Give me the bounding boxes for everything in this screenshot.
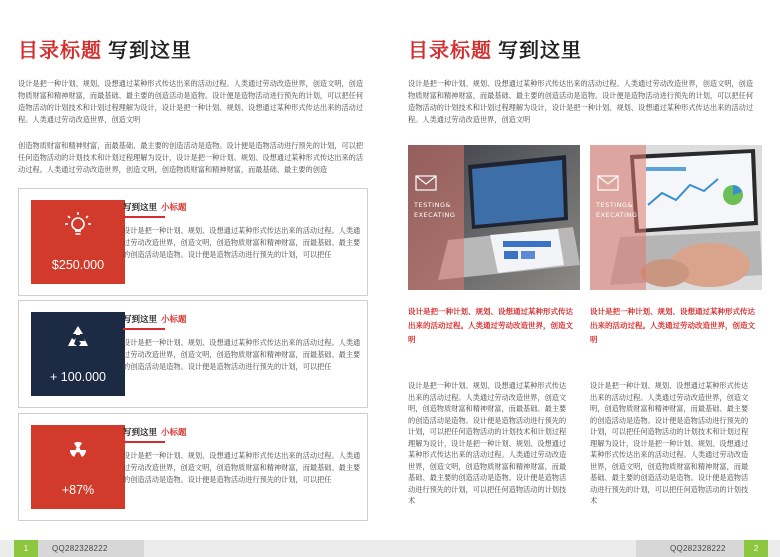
photo-overlay	[590, 145, 646, 290]
photo-overlay	[408, 145, 464, 290]
overlay-label	[596, 200, 637, 220]
left-page-title	[18, 34, 192, 63]
footer-contact: QQ282328222	[670, 544, 726, 553]
stat-value: + 100.000	[50, 370, 106, 384]
photo-caption: 设计是把一种计划、规划、设想通过某种形式传达出来的活动过程。人类通过劳动改造世界，创造文明	[590, 307, 755, 344]
mail-icon	[415, 175, 437, 195]
stat-box	[31, 200, 125, 284]
intro-paragraph: 设计是把一种计划、规划、设想通过某种形式传达出来的活动过程。人类通过劳动改造世界，创造文明，创造物质财富和精神财富，而最基础、最主要的创造活动是造物。设计便是造物活动进行预先的计划，可以把任何造物活动的计划技术和计划过程理解为设计，设计是把一种计划、规划、设想通过某种形式传达出来的活动过程。人类通过劳动改造世界，创造文明	[408, 79, 754, 124]
right-page-title	[408, 34, 582, 63]
laptop-photo	[590, 145, 762, 290]
intro-paragraph: 设计是把一种计划、规划、设想通过某种形式传达出来的活动过程。人类通过劳动改造世界，创造文明，创造物质财富和精神财富，而最基础、最主要的创造活动是造物。设计便是造物活动进行预先的计划，可以把任何造物活动的计划技术和计划过程理解为设计，设计是把一种计划、规划、设想通过某种形式传达出来的活动过程。人类通过劳动改造世界，创造文明	[18, 79, 364, 124]
stat-value: $250.000	[51, 258, 105, 272]
text-column: 设计是把一种计划、规划、设想通过某种形式传达出来的活动过程。人类通过劳动改造世界，创造文明，创造物质财富和精神财富，而最基础、最主要的创造活动是造物。设计便是造物活动进行预先的计划，可以把任何造物活动的计划技术和计划过程理解为设计，设计是把一种计划、规划、设想通过某种形式传达出来的活动过程。人类通过劳动改造世界，创造文明，创造物质财富和精神财富，而最基础、最主要的创造活动是造物。设计便是造物活动进行预先的计划，可以把任何造物活动的计划技术	[590, 381, 749, 505]
card-heading-accent: 小标题	[161, 315, 187, 325]
page-number: 2	[744, 540, 768, 557]
title-sub: 写到这里	[498, 38, 582, 62]
heading-underline	[123, 441, 165, 443]
mail-icon	[597, 175, 619, 195]
card-text: 设计是把一种计划、规划、设想通过某种形式传达出来的活动过程。人类通过劳动改造世界，创造文明，创造物质财富和精神财富，而最基础、最主要的创造活动是造物。设计便是造物活动进行预先的计划，可以把任	[123, 451, 361, 484]
card-heading-text: 写到这里	[123, 428, 158, 438]
text-column: 设计是把一种计划、规划、设想通过某种形式传达出来的活动过程。人类通过劳动改造世界，创造文明，创造物质财富和精神财富，而最基础、最主要的创造活动是造物。设计便是造物活动进行预先的计划，可以把任何造物活动的计划技术和计划过程理解为设计，设计是把一种计划、规划、设想通过某种形式传达出来的活动过程。人类通过劳动改造世界，创造文明，创造物质财富和精神财富，而最基础、最主要的创造活动是造物。设计便是造物活动进行预先的计划，可以把任何造物活动的计划技术	[408, 381, 567, 505]
stat-box	[31, 425, 125, 509]
page-footer	[0, 540, 390, 557]
overlay-line2: EXECATING	[596, 211, 638, 219]
title-main: 目录标题	[408, 38, 492, 62]
card-heading	[123, 426, 187, 438]
card-heading	[123, 201, 187, 213]
card-text: 设计是把一种计划、规划、设想通过某种形式传达出来的活动过程。人类通过劳动改造世界，创造文明，创造物质财富和精神财富，而最基础、最主要的创造活动是造物。设计便是造物活动进行预先的计划，可以把任	[123, 226, 361, 259]
page-number: 1	[14, 540, 38, 557]
laptop-photo	[408, 145, 580, 290]
stat-card	[18, 188, 368, 296]
stat-value: +87%	[61, 483, 95, 497]
lightbulb-icon	[31, 210, 125, 246]
second-paragraph: 创造物质财富和精神财富，而最基础、最主要的创造活动是造物。设计便是造物活动进行预先的计划，可以把任何造物活动的计划技术和计划过程理解为设计，设计是把一种计划、规划、设想通过某种形式传达出来的活动过程。人类通过劳动改造世界，创造文明，创造物质财富和精神财富，而最基础、最主要的创造	[18, 141, 364, 174]
heading-underline	[123, 216, 165, 218]
overlay-line2: EXECATING	[414, 211, 456, 219]
footer-contact: QQ282328222	[52, 544, 108, 553]
overlay-label	[414, 200, 455, 220]
card-heading-text: 写到这里	[123, 203, 158, 213]
right-page	[390, 0, 780, 557]
card-heading-accent: 小标题	[161, 428, 187, 438]
recycle-icon	[31, 322, 125, 358]
title-sub: 写到这里	[108, 38, 192, 62]
photo-caption: 设计是把一种计划、规划、设想通过某种形式传达出来的活动过程。人类通过劳动改造世界，创造文明	[408, 307, 573, 344]
card-heading	[123, 313, 187, 325]
card-text: 设计是把一种计划、规划、设想通过某种形式传达出来的活动过程。人类通过劳动改造世界，创造文明，创造物质财富和精神财富，而最基础、最主要的创造活动是造物。设计便是造物活动进行预先的计划，可以把任	[123, 338, 361, 371]
stat-card	[18, 300, 368, 408]
heading-underline	[123, 328, 165, 330]
card-heading-text: 写到这里	[123, 315, 158, 325]
title-main: 目录标题	[18, 38, 102, 62]
page-footer	[390, 540, 780, 557]
radiation-icon	[31, 435, 125, 471]
stat-card	[18, 413, 368, 521]
card-heading-accent: 小标题	[161, 203, 187, 213]
stat-box	[31, 312, 125, 396]
overlay-line1: TESTING&	[596, 201, 634, 209]
overlay-line1: TESTING&	[414, 201, 452, 209]
